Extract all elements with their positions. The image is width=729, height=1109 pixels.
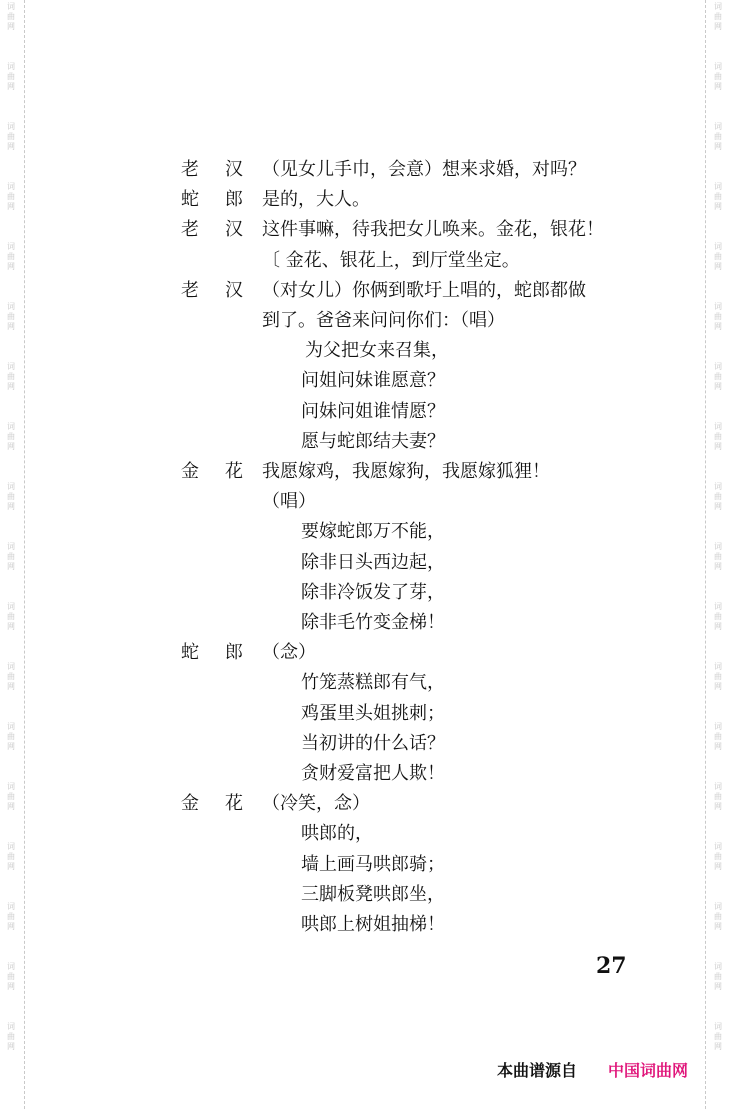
watermark-char: 网: [7, 442, 15, 451]
watermark-char: 曲: [7, 792, 15, 801]
watermark-char: 词: [714, 842, 722, 851]
verse-line: 竹笼蒸糕郎有气，: [301, 672, 445, 694]
dialogue-text: 这件事嘛，待我把女儿唤来。金花，银花！: [262, 219, 604, 241]
verse-line: 哄郎的，: [301, 823, 373, 845]
script-line: [0, 548, 729, 578]
watermark-char: 词: [714, 722, 722, 731]
script-line: [0, 366, 729, 396]
watermark-char: 词: [7, 602, 15, 611]
dialogue-text: （念）: [262, 642, 316, 664]
script-line: [0, 276, 729, 306]
script-line: [0, 819, 729, 849]
watermark-char: 词: [714, 1022, 722, 1031]
watermark-char: 网: [714, 682, 722, 691]
watermark-char: 网: [7, 682, 15, 691]
watermark-char: 词: [714, 602, 722, 611]
verse-line: 三脚板凳哄郎坐，: [301, 883, 445, 905]
script-line: [0, 306, 729, 336]
verse-line: 贪财爱富把人欺！: [301, 763, 445, 784]
watermark-char: 曲: [7, 852, 15, 861]
speaker-char: 蛇: [181, 642, 199, 664]
watermark-group: [714, 2, 722, 62]
watermark-char: 网: [7, 22, 15, 31]
watermark-char: 词: [714, 182, 722, 191]
script-line: [0, 880, 729, 910]
watermark-char: 词: [7, 62, 15, 71]
speaker-char: 汉: [225, 279, 243, 301]
watermark-char: 网: [7, 322, 15, 331]
watermark-char: 词: [714, 2, 722, 11]
watermark-char: 网: [7, 502, 15, 511]
speaker-char: 汉: [225, 159, 243, 180]
watermark-char: 网: [714, 562, 722, 571]
speaker-name: [181, 155, 243, 185]
watermark-char: 词: [714, 242, 722, 251]
watermark-group: [7, 1022, 15, 1082]
watermark-char: 网: [714, 322, 722, 331]
dialogue-text: （冷笑，念）: [262, 793, 370, 815]
watermark-char: 曲: [7, 732, 15, 741]
speaker-char: 蛇: [181, 189, 199, 211]
script-line: [0, 215, 729, 245]
speaker-name: [181, 457, 243, 487]
watermark-char: 曲: [714, 972, 722, 981]
watermark-char: 网: [7, 262, 15, 271]
speaker-char: 汉: [225, 219, 243, 241]
watermark-char: 词: [714, 542, 722, 551]
watermark-char: 网: [714, 382, 722, 391]
watermark-char: 曲: [7, 432, 15, 441]
footer-site-name: 中国词曲网: [608, 1061, 689, 1080]
watermark-char: 曲: [714, 852, 722, 861]
verse-line: 问姐问妹谁愿意？: [301, 370, 445, 392]
watermark-char: 词: [7, 782, 15, 791]
watermark-char: 词: [7, 482, 15, 491]
dialogue-text: （见女儿手巾，会意）想来求婚，对吗？: [262, 159, 586, 180]
watermark-char: 网: [714, 82, 722, 91]
script-line: [0, 427, 729, 457]
watermark-char: 曲: [714, 672, 722, 681]
watermark-char: 网: [7, 142, 15, 151]
watermark-char: 网: [714, 742, 722, 751]
watermark-char: 曲: [7, 12, 15, 21]
script-line: [0, 155, 729, 185]
script-line: [0, 608, 729, 638]
watermark-char: 词: [714, 962, 722, 971]
verse-line: 墙上画马哄郎骑；: [301, 853, 445, 875]
watermark-char: 网: [714, 922, 722, 931]
watermark-char: 网: [714, 502, 722, 511]
verse-line: 哄郎上树姐抽梯！: [301, 914, 445, 935]
dialogue-text: 是的，大人。: [262, 189, 370, 211]
speaker-name: [181, 638, 243, 668]
script-line: [0, 397, 729, 427]
speaker-char: 金: [181, 461, 199, 482]
watermark-char: 网: [714, 982, 722, 991]
watermark-char: 词: [714, 362, 722, 371]
watermark-char: 词: [7, 662, 15, 671]
watermark-char: 曲: [7, 372, 15, 381]
watermark-group: [7, 2, 15, 62]
watermark-char: 词: [7, 842, 15, 851]
watermark-char: 曲: [7, 912, 15, 921]
watermark-char: 曲: [714, 1032, 722, 1041]
watermark-char: 词: [7, 542, 15, 551]
speaker-char: 花: [225, 793, 243, 815]
watermark-char: 网: [7, 742, 15, 751]
watermark-group: [714, 962, 722, 1022]
verse-line: 要嫁蛇郎万不能，: [301, 521, 445, 543]
watermark-char: 曲: [7, 72, 15, 81]
verse-line: 问妹问姐谁情愿？: [301, 400, 445, 422]
watermark-char: 网: [7, 1042, 15, 1051]
watermark-char: 曲: [7, 672, 15, 681]
watermark-char: 曲: [714, 132, 722, 141]
dialogue-text: 到了。爸爸来问问你们：（唱）: [262, 310, 505, 331]
verse-line: 为父把女来召集，: [305, 340, 449, 362]
watermark-group: [7, 62, 15, 122]
watermark-char: 网: [7, 922, 15, 931]
watermark-char: 词: [7, 422, 15, 431]
watermark-char: 曲: [7, 492, 15, 501]
watermark-char: 网: [714, 142, 722, 151]
watermark-char: 曲: [7, 192, 15, 201]
dialogue-text: （对女儿）你俩到歌圩上唱的，蛇郎都做: [262, 279, 586, 301]
watermark-char: 曲: [7, 612, 15, 621]
script-line: [0, 336, 729, 366]
speaker-name: [181, 789, 243, 819]
watermark-char: 曲: [714, 612, 722, 621]
watermark-char: 词: [714, 902, 722, 911]
speaker-char: 老: [181, 159, 199, 180]
script-line: [0, 729, 729, 759]
watermark-char: 曲: [714, 372, 722, 381]
speaker-name: [181, 185, 243, 215]
watermark-char: 词: [7, 2, 15, 11]
watermark-char: 词: [7, 122, 15, 131]
script-line: [0, 457, 729, 487]
watermark-char: 网: [7, 622, 15, 631]
speaker-name: [181, 276, 243, 306]
watermark-char: 词: [714, 302, 722, 311]
watermark-char: 词: [7, 182, 15, 191]
verse-line: 除非毛竹变金梯！: [301, 612, 445, 633]
watermark-char: 网: [7, 862, 15, 871]
script-line: [0, 699, 729, 729]
watermark-char: 词: [714, 782, 722, 791]
watermark-char: 网: [714, 802, 722, 811]
stage-direction: 〔 金花、银花上，到厅堂坐定。: [262, 249, 520, 271]
watermark-char: 网: [714, 1042, 722, 1051]
script-line: [0, 668, 729, 698]
watermark-group: [714, 62, 722, 122]
script-line: [0, 789, 729, 819]
verse-line: 除非冷饭发了芽，: [301, 581, 445, 603]
watermark-char: 网: [7, 562, 15, 571]
watermark-char: 网: [714, 622, 722, 631]
verse-line: 除非日头西边起，: [301, 551, 445, 573]
watermark-char: 曲: [714, 552, 722, 561]
watermark-char: 曲: [7, 132, 15, 141]
watermark-char: 曲: [714, 912, 722, 921]
watermark-char: 网: [714, 442, 722, 451]
watermark-char: 网: [714, 262, 722, 271]
watermark-char: 曲: [714, 312, 722, 321]
watermark-char: 网: [714, 22, 722, 31]
speaker-char: 老: [181, 279, 199, 301]
speaker-char: 花: [225, 461, 243, 482]
watermark-char: 曲: [714, 12, 722, 21]
watermark-group: [714, 1022, 722, 1082]
watermark-char: 词: [7, 1022, 15, 1031]
watermark-char: 词: [714, 662, 722, 671]
watermark-char: 网: [7, 82, 15, 91]
watermark-char: 曲: [714, 492, 722, 501]
script-line: [0, 517, 729, 547]
script-line: [0, 759, 729, 789]
watermark-char: 词: [7, 902, 15, 911]
watermark-char: 网: [7, 382, 15, 391]
script-line: [0, 487, 729, 517]
watermark-char: 词: [7, 362, 15, 371]
watermark-char: 曲: [714, 252, 722, 261]
watermark-char: 曲: [714, 792, 722, 801]
watermark-char: 曲: [7, 552, 15, 561]
watermark-char: 词: [714, 122, 722, 131]
watermark-char: 网: [714, 202, 722, 211]
dialogue-text: 我愿嫁鸡，我愿嫁狗，我愿嫁狐狸！: [262, 461, 550, 482]
watermark-char: 网: [714, 862, 722, 871]
verse-line: 愿与蛇郎结夫妻？: [301, 430, 445, 452]
watermark-group: [7, 962, 15, 1022]
watermark-char: 曲: [714, 432, 722, 441]
watermark-char: 网: [7, 982, 15, 991]
script-line: [0, 910, 729, 940]
script-line: [0, 578, 729, 608]
script-line: [0, 638, 729, 668]
verse-line: 当初讲的什么话？: [301, 732, 445, 754]
footer-source-label: 本曲谱源自: [497, 1061, 578, 1080]
speaker-name: [181, 215, 243, 245]
watermark-char: 网: [7, 202, 15, 211]
page-number: 27: [596, 953, 627, 979]
speaker-char: 郎: [225, 189, 243, 211]
watermark-char: 曲: [714, 192, 722, 201]
watermark-char: 词: [7, 302, 15, 311]
watermark-char: 词: [7, 242, 15, 251]
script-line: [0, 246, 729, 276]
watermark-char: 词: [7, 962, 15, 971]
watermark-char: 词: [714, 482, 722, 491]
watermark-char: 曲: [7, 972, 15, 981]
watermark-char: 曲: [7, 312, 15, 321]
watermark-char: 曲: [7, 252, 15, 261]
watermark-char: 曲: [7, 1032, 15, 1041]
verse-line: 鸡蛋里头姐挑刺；: [301, 702, 445, 724]
watermark-char: 词: [714, 62, 722, 71]
speaker-char: 老: [181, 219, 199, 241]
watermark-char: 曲: [714, 732, 722, 741]
watermark-char: 曲: [714, 72, 722, 81]
script-line: [0, 185, 729, 215]
script-line: [0, 850, 729, 880]
speaker-char: 郎: [225, 642, 243, 664]
speaker-char: 金: [181, 793, 199, 815]
watermark-char: 词: [7, 722, 15, 731]
dialogue-text: （唱）: [262, 491, 316, 513]
watermark-char: 词: [714, 422, 722, 431]
watermark-char: 网: [7, 802, 15, 811]
